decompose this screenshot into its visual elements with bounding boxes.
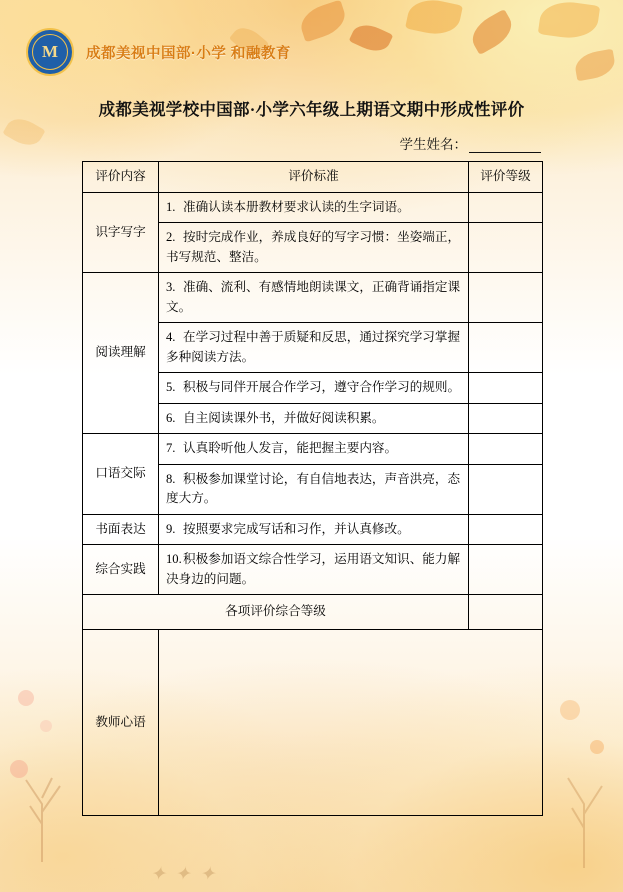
comment-textarea[interactable] [159, 629, 543, 815]
criteria-cell [159, 545, 469, 595]
criteria-cell [159, 373, 469, 404]
header-cell-content: 评价内容 [83, 162, 159, 193]
decorative-leaf [573, 49, 617, 82]
decorative-tree [548, 748, 618, 868]
criteria-cell [159, 434, 469, 465]
criteria-text: 按照要求完成写话和习作，并认真修改。 [183, 521, 410, 536]
criteria-cell [159, 192, 469, 223]
comment-label: 教师心语 [83, 629, 159, 815]
page-header [26, 28, 291, 76]
criteria-cell [159, 323, 469, 373]
summary-grade-cell[interactable] [469, 595, 543, 630]
header-cell-criteria: 评价标准 [159, 162, 469, 193]
evaluation-table [82, 161, 543, 816]
criteria-text: 积极参加语文综合性学习，运用语文知识、能力解决身边的问题。 [166, 552, 461, 586]
table-row [83, 514, 543, 545]
page-title: 成都美视学校中国部·小学六年级上期语文期中形成性评价 [98, 100, 525, 119]
criteria-cell [159, 273, 469, 323]
comment-row [83, 629, 543, 815]
criteria-text: 准确认读本册教材要求认读的生字词语。 [183, 199, 410, 214]
grade-cell[interactable] [469, 273, 543, 323]
criteria-text: 积极参加课堂讨论，有自信地表达，声音洪亮，态度大方。 [166, 471, 461, 506]
logo-monogram: M [41, 42, 59, 61]
decorative-blossom [590, 740, 604, 754]
criteria-number: 8. [166, 471, 176, 486]
decorative-blossom [40, 720, 52, 732]
summary-row [83, 595, 543, 630]
criteria-cell [159, 464, 469, 514]
grade-cell[interactable] [469, 373, 543, 404]
criteria-number: 2. [166, 230, 176, 245]
criteria-number: 4. [166, 330, 176, 345]
decorative-leaf [296, 0, 349, 42]
grade-cell[interactable] [469, 434, 543, 465]
criteria-number: 7. [166, 441, 176, 456]
summary-label: 各项评价综合等级 [83, 595, 469, 630]
table-row [83, 545, 543, 595]
criteria-number: 9. [166, 521, 176, 536]
table-row [83, 273, 543, 323]
category-cell: 口语交际 [83, 434, 159, 515]
category-cell: 综合实践 [83, 545, 159, 595]
grade-cell[interactable] [469, 223, 543, 273]
grade-cell[interactable] [469, 545, 543, 595]
decorative-leaf [405, 0, 463, 39]
decorative-blossom [10, 760, 28, 778]
evaluation-table-body [83, 162, 543, 816]
grade-cell[interactable] [469, 514, 543, 545]
criteria-cell [159, 514, 469, 545]
table-row [83, 434, 543, 465]
category-cell: 识字写字 [83, 192, 159, 273]
criteria-number: 10. [166, 552, 182, 567]
school-name: 成都美视中国部·小学 和融教育 [86, 45, 291, 62]
student-name-blank[interactable] [469, 138, 541, 153]
decorative-leaf [466, 9, 518, 55]
category-cell: 书面表达 [83, 514, 159, 545]
student-name-line [400, 133, 542, 153]
criteria-text: 积极与同伴开展合作学习，遵守合作学习的规则。 [183, 380, 461, 395]
criteria-number: 3. [166, 280, 176, 295]
grade-cell[interactable] [469, 192, 543, 223]
decorative-leaf [538, 0, 600, 42]
criteria-text: 自主阅读课外书，并做好阅读积累。 [183, 410, 385, 425]
criteria-cell [159, 223, 469, 273]
criteria-text: 在学习过程中善于质疑和反思，通过探究学习掌握多种阅读方法。 [166, 330, 461, 364]
decorative-blossom [18, 690, 34, 706]
school-logo-icon [26, 28, 74, 76]
decorative-leaf [349, 19, 394, 57]
table-header-row [83, 162, 543, 193]
criteria-text: 准确、流利、有感情地朗读课文，正确背诵指定课文。 [166, 280, 461, 314]
criteria-cell [159, 403, 469, 434]
criteria-text: 认真聆听他人发言，能把握主要内容。 [183, 441, 398, 456]
criteria-number: 6. [166, 410, 176, 425]
grade-cell[interactable] [469, 464, 543, 514]
decorative-script: ✦ ✦ ✦ [150, 864, 218, 885]
grade-cell[interactable] [469, 403, 543, 434]
category-cell: 阅读理解 [83, 273, 159, 434]
student-name-label: 学生姓名： [399, 137, 467, 152]
table-row [83, 192, 543, 223]
criteria-number: 5. [166, 380, 176, 395]
header-cell-grade: 评价等级 [469, 162, 543, 193]
decorative-tree [8, 752, 78, 862]
grade-cell[interactable] [469, 323, 543, 373]
decorative-blossom [560, 700, 580, 720]
criteria-text: 按时完成作业，养成良好的写字习惯：坐姿端正，书写规范、整洁。 [166, 230, 461, 264]
criteria-number: 1. [166, 199, 176, 214]
